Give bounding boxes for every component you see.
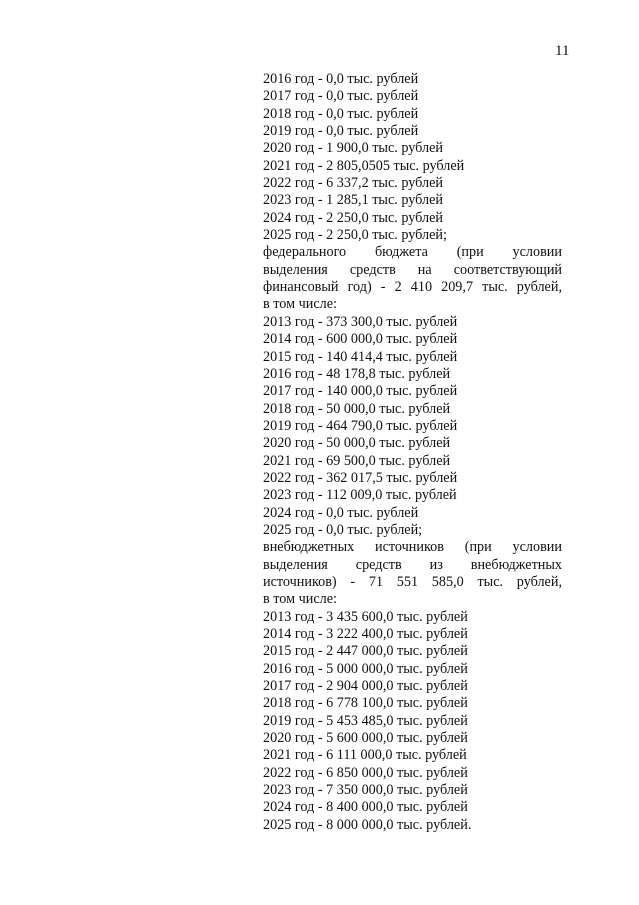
year-line: 2022 год - 362 017,5 тыс. рублей	[263, 469, 458, 486]
extrabudget-paragraph-line: источников) - 71 551 585,0 тыс. рублей,	[263, 573, 562, 590]
federal-paragraph-line: выделения средств на соответствующий	[263, 261, 562, 278]
year-line: 2019 год - 464 790,0 тыс. рублей	[263, 417, 458, 434]
year-line: 2023 год - 7 350 000,0 тыс. рублей	[263, 782, 468, 799]
year-line: 2024 год - 2 250,0 тыс. рублей	[263, 209, 443, 226]
extrabudget-paragraph-line: выделения средств из внебюджетных	[263, 556, 562, 573]
federal-paragraph-line: в том числе:	[263, 296, 337, 313]
year-line: 2013 год - 373 300,0 тыс. рублей	[263, 313, 458, 330]
year-line: 2021 год - 69 500,0 тыс. рублей	[263, 452, 451, 469]
year-line: 2020 год - 1 900,0 тыс. рублей	[263, 140, 443, 157]
year-line: 2022 год - 6 337,2 тыс. рублей	[263, 175, 443, 192]
year-line: 2018 год - 50 000,0 тыс. рублей	[263, 400, 451, 417]
year-line: 2022 год - 6 850 000,0 тыс. рублей	[263, 764, 468, 781]
year-line: 2015 год - 2 447 000,0 тыс. рублей	[263, 643, 468, 660]
year-line: 2014 год - 600 000,0 тыс. рублей	[263, 331, 458, 348]
year-line: 2016 год - 5 000 000,0 тыс. рублей	[263, 660, 468, 677]
year-line: 2015 год - 140 414,4 тыс. рублей	[263, 348, 458, 365]
year-line: 2018 год - 0,0 тыс. рублей	[263, 105, 419, 122]
federal-paragraph-line: федерального бюджета (при условии	[263, 244, 562, 261]
year-line: 2024 год - 0,0 тыс. рублей	[263, 504, 419, 521]
year-line: 2025 год - 2 250,0 тыс. рублей;	[263, 227, 447, 244]
year-line: 2025 год - 0,0 тыс. рублей;	[263, 521, 423, 538]
year-line: 2021 год - 2 805,0505 тыс. рублей	[263, 157, 465, 174]
year-line: 2017 год - 0,0 тыс. рублей	[263, 88, 419, 105]
year-line: 2016 год - 48 178,8 тыс. рублей	[263, 365, 451, 382]
year-line: 2019 год - 5 453 485,0 тыс. рублей	[263, 712, 468, 729]
year-line: 2020 год - 5 600 000,0 тыс. рублей	[263, 730, 468, 747]
year-line: 2020 год - 50 000,0 тыс. рублей	[263, 435, 451, 452]
year-line: 2023 год - 1 285,1 тыс. рублей	[263, 192, 443, 209]
year-line: 2016 год - 0,0 тыс. рублей	[263, 71, 419, 87]
year-line: 2024 год - 8 400 000,0 тыс. рублей	[263, 799, 468, 816]
year-line: 2019 год - 0,0 тыс. рублей	[263, 123, 419, 140]
year-line: 2017 год - 2 904 000,0 тыс. рублей	[263, 678, 468, 695]
year-line: 2017 год - 140 000,0 тыс. рублей	[263, 383, 458, 400]
year-line: 2025 год - 8 000 000,0 тыс. рублей.	[263, 816, 472, 833]
year-line: 2023 год - 112 009,0 тыс. рублей	[263, 487, 457, 504]
year-line: 2021 год - 6 111 000,0 тыс. рублей	[263, 747, 467, 764]
federal-paragraph-line: финансовый год) - 2 410 209,7 тыс. рублей,	[263, 279, 562, 296]
extrabudget-paragraph-line: в том числе:	[263, 591, 337, 608]
extrabudget-paragraph-line: внебюджетных источников (при условии	[263, 539, 562, 556]
page-number: 11	[555, 43, 570, 59]
year-line: 2014 год - 3 222 400,0 тыс. рублей	[263, 626, 468, 642]
year-line: 2018 год - 6 778 100,0 тыс. рублей	[263, 695, 468, 712]
text-column	[263, 71, 562, 834]
year-line: 2013 год - 3 435 600,0 тыс. рублей	[263, 608, 468, 625]
